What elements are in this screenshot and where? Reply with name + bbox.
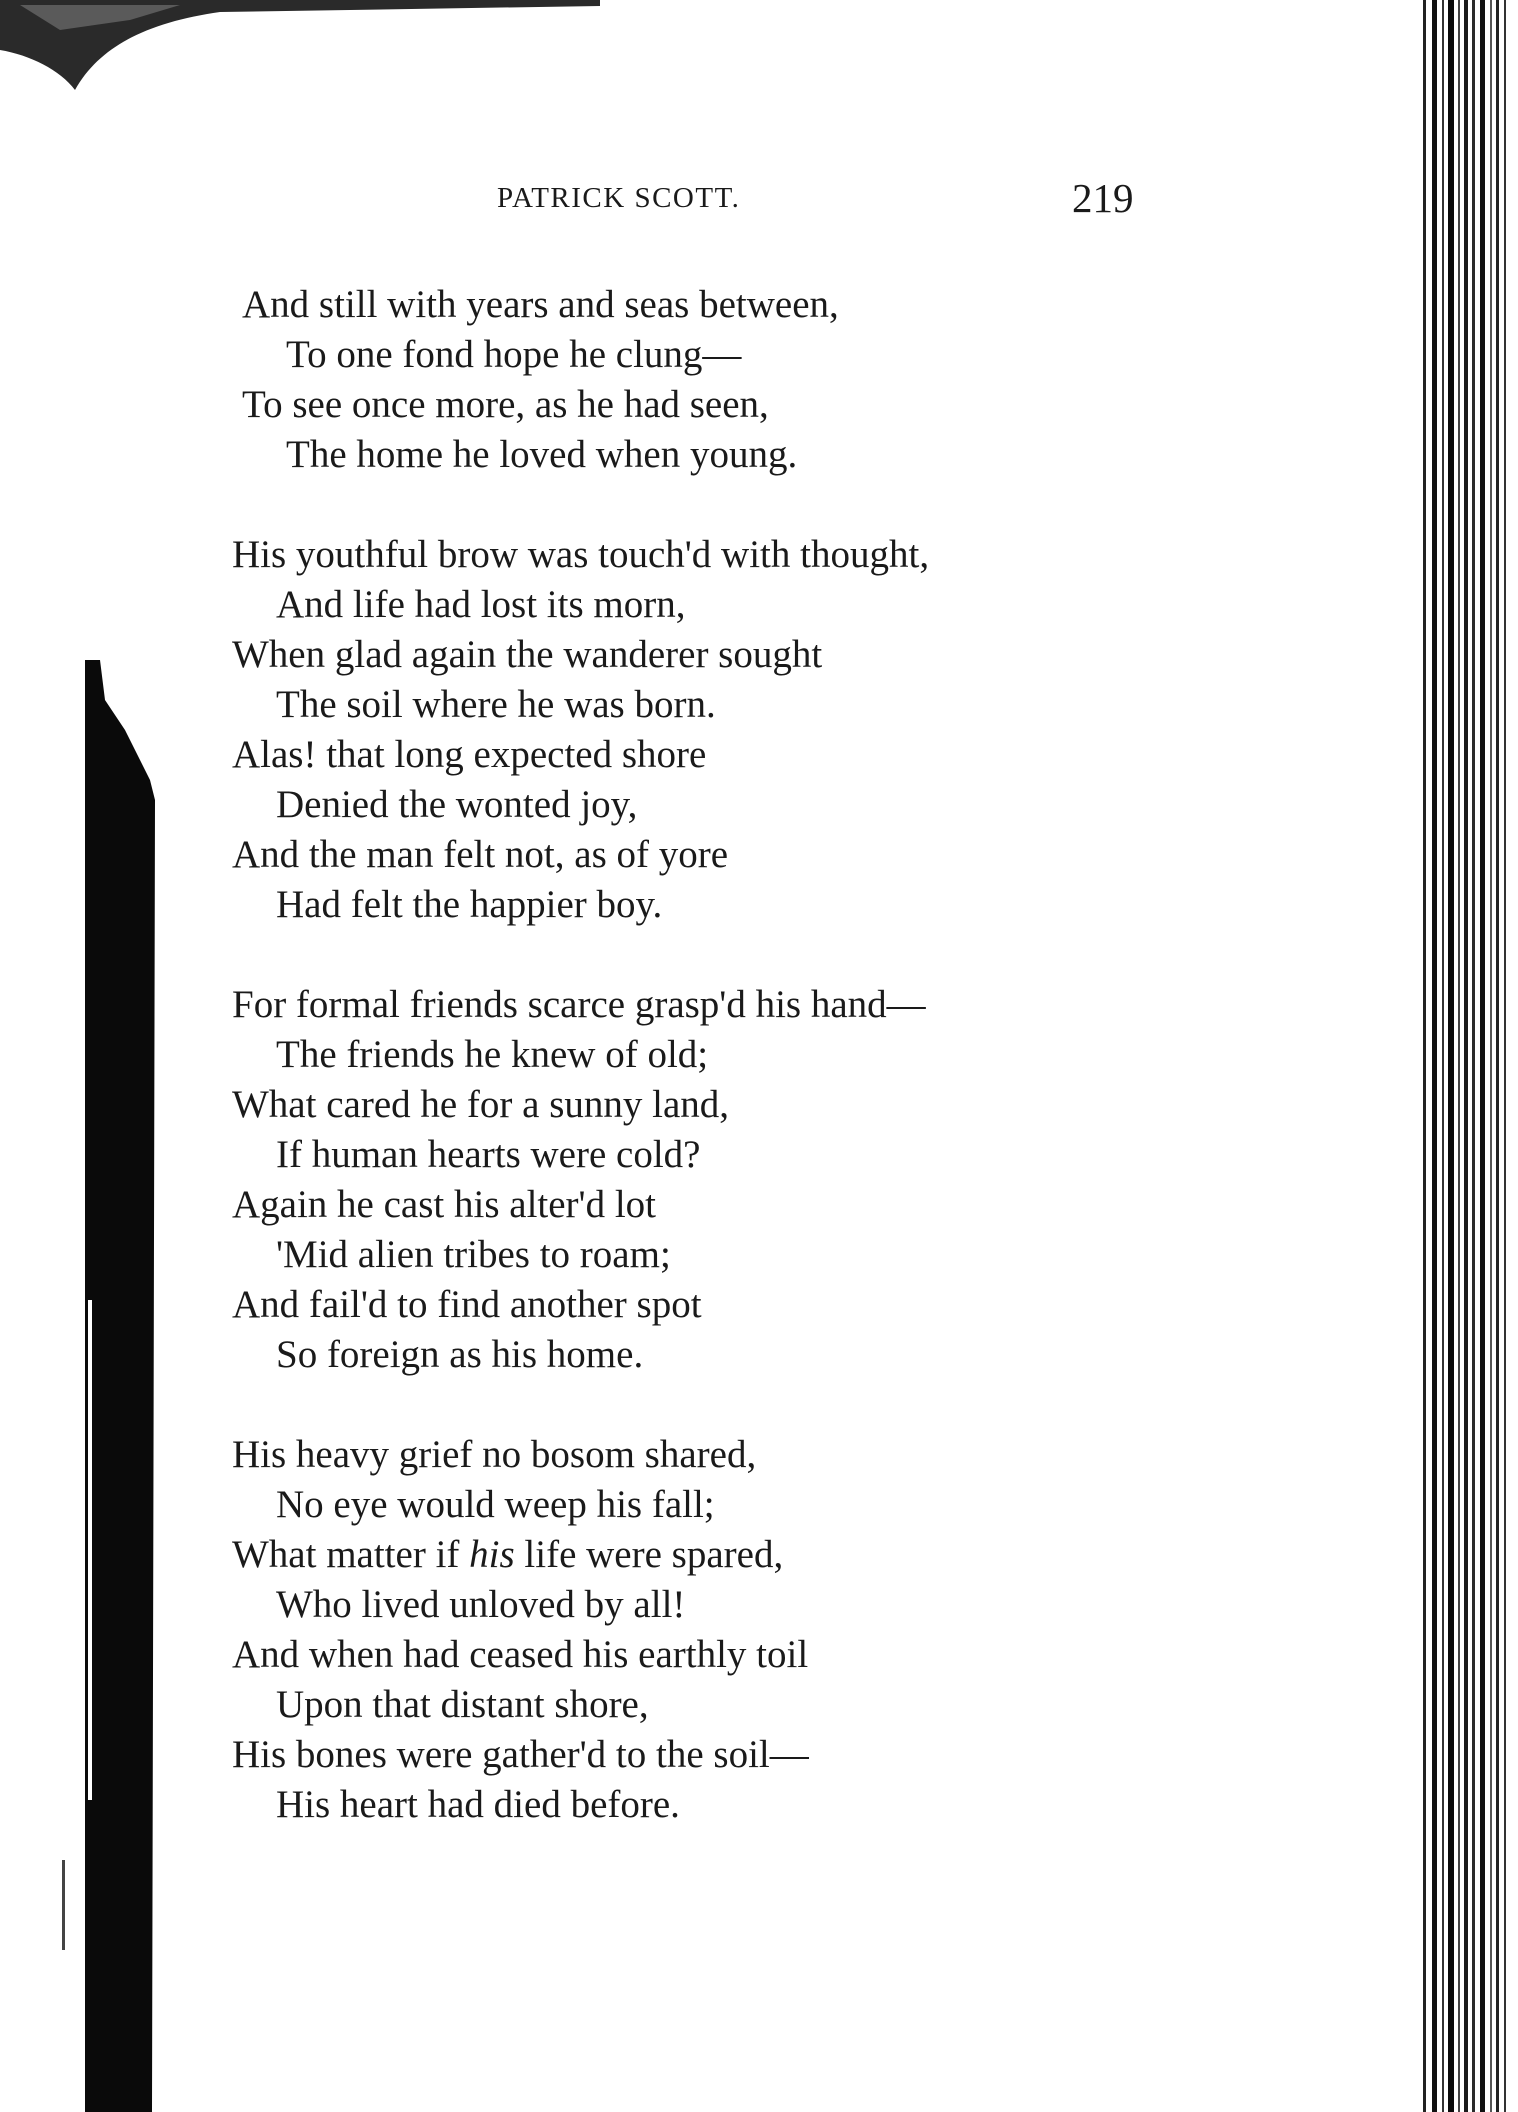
poem-line: The home he loved when young. [286, 433, 798, 476]
page-number: 219 [1072, 175, 1134, 221]
poem-line: What cared he for a sunny land, [232, 1083, 730, 1126]
poem-body [232, 280, 1132, 1830]
poem-line: When glad again the wanderer sought [232, 633, 823, 676]
page-edge-stripes [1398, 0, 1518, 2112]
poem-line: His heavy grief no bosom shared, [232, 1433, 757, 1476]
poem-line: For formal friends scarce grasp'd his hand— [232, 983, 926, 1026]
poem-line: Upon that distant shore, [276, 1683, 649, 1726]
poem-line: His youthful brow was touch'd with thought, [232, 533, 930, 576]
line-text: life were spared, [514, 1533, 784, 1576]
poem-line [232, 1530, 1132, 1580]
poem-line: Had felt the happier boy. [276, 883, 663, 926]
poem-line: And when had ceased his earthly toil [232, 1633, 809, 1676]
poem-line: 'Mid alien tribes to roam; [276, 1233, 671, 1276]
poem-line: His heart had died before. [276, 1783, 680, 1826]
poem-line: And life had lost its morn, [276, 583, 686, 626]
poem-line: His bones were gather'd to the soil— [232, 1733, 809, 1776]
poem-line: To see once more, as he had seen, [242, 383, 769, 426]
poem-line: And still with years and seas between, [242, 283, 839, 326]
poem-line: Again he cast his alter'd lot [232, 1183, 656, 1226]
poem-line: Denied the wonted joy, [276, 783, 638, 826]
poem-line: The friends he knew of old; [276, 1033, 709, 1076]
running-title: PATRICK SCOTT. [497, 182, 741, 214]
poem-line: Who lived unloved by all! [276, 1583, 686, 1626]
poem-line: No eye would weep his fall; [276, 1483, 715, 1526]
line-text: What matter if [232, 1533, 470, 1576]
binding-shadow [0, 0, 175, 2112]
stanza-3 [232, 980, 1132, 1380]
stanza-1 [242, 280, 1132, 480]
poem-line: If human hearts were cold? [276, 1133, 701, 1176]
poem-line: The soil where he was born. [276, 683, 716, 726]
stanza-4 [232, 1430, 1132, 1830]
stanza-2 [232, 530, 1132, 930]
poem-line: Alas! that long expected shore [232, 733, 707, 776]
poem-line: And the man felt not, as of yore [232, 833, 729, 876]
emphasis-text: his [469, 1533, 515, 1576]
poem-line: And fail'd to find another spot [232, 1283, 702, 1326]
poem-line: To one fond hope he clung— [286, 333, 742, 376]
poem-line: So foreign as his home. [276, 1333, 644, 1376]
